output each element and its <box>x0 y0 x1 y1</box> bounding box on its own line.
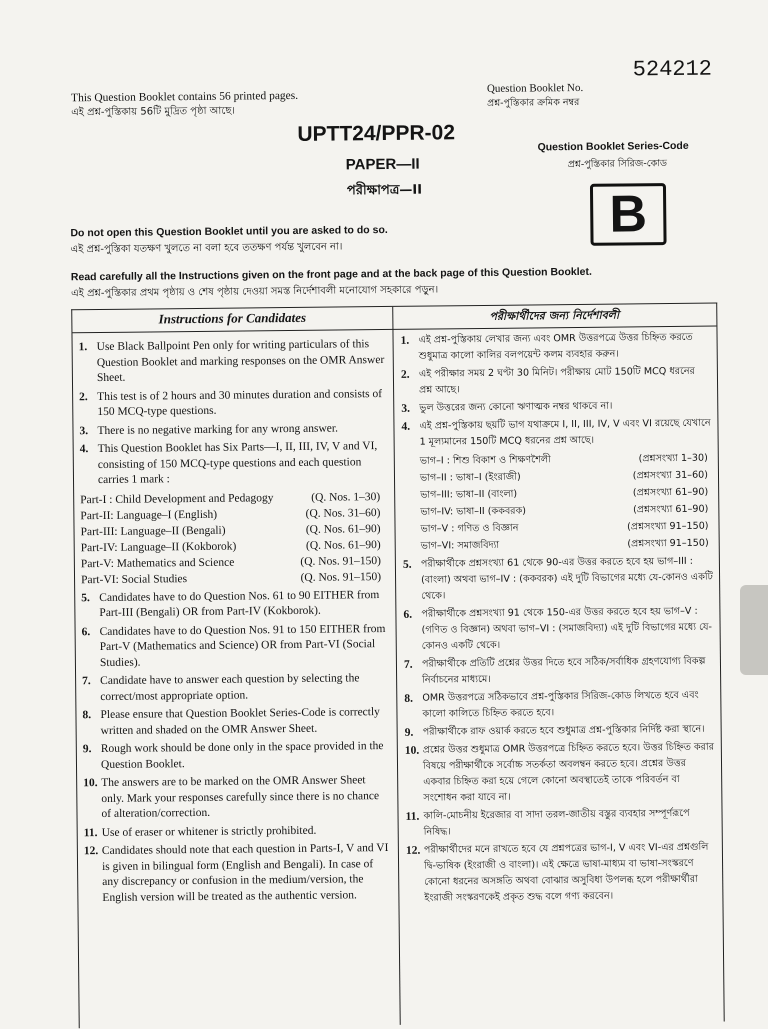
part-label: Part-VI: Social Studies <box>80 572 188 586</box>
series-code-label-en: Question Booklet Series-Code <box>537 139 689 154</box>
parts-list <box>420 450 713 555</box>
booklet-no-label-en: Question Booklet No. <box>486 81 584 95</box>
instruction-item <box>401 416 711 451</box>
instruction-item <box>403 604 713 655</box>
instruction-text: Candidates have to do Question Nos. 61 to 90 EITHER from Part-III (Bengali) OR from Part-IV (Kokborok). <box>99 588 380 620</box>
instruction-text: পরীক্ষার্থীকে প্রশ্নসংখ্যা 61 থেকে 90-এর উত্তর করতে হবে হয় ভাগ–III : (বাংলা) অথবা ভাগ–IV : (ককবরক) এই দুটি বিভাগের মধ্যে যে-কোনও একটি থেকে। <box>420 555 713 602</box>
part-label: ভাগ–V : গণিত ও বিজ্ঞান <box>420 522 519 535</box>
instruction-text: Rough work should be done only in the space provided in the Question Booklet. <box>100 740 384 771</box>
instruction-number: 6. <box>81 625 91 638</box>
instruction-item <box>84 822 390 841</box>
exam-code: UPTT24/PPR-02 <box>297 121 456 146</box>
instruction-text: There is no negative marking for any wrong answer. <box>97 422 339 437</box>
part-range: (প্রশ্নসংখ্যা 91–150) <box>627 537 709 550</box>
instruction-item <box>80 439 386 489</box>
instruction-text: পরীক্ষার্থীকে রাফ ওয়ার্ক করতে হবে শুধুমাত্র প্রশ্ন-পুস্তিকার নির্দিষ্ট করা স্থানে। <box>422 723 705 738</box>
instruction-text: কালি-মোচনীয় ইরেজার বা সাদা তরল-জাতীয় বস্তুর ব্যবহার সম্পূর্ণরূপে নিষিদ্ধ। <box>423 807 690 838</box>
instruction-number: 4. <box>79 443 89 456</box>
instruction-number: 7. <box>82 675 91 688</box>
part-label: Part-II: Language–I (English) <box>80 508 218 522</box>
instruction-number: 10. <box>404 744 420 757</box>
part-range: (প্রশ্নসংখ্যা 91–150) <box>627 520 709 533</box>
instruction-number: 12. <box>83 845 99 858</box>
instruction-text: ভুল উত্তরের জন্য কোনো ঋণাত্মক নম্বর থাকবে না। <box>419 400 613 414</box>
instruction-item <box>81 587 387 621</box>
pages-count-bn: এই প্রশ্ন-পুস্তিকায় 56টি মুদ্রিত পৃষ্ঠা আছে। <box>71 105 236 119</box>
instruction-text: Use Black Ballpoint Pen only for writing particulars of this Question Booklet and marking responses on the OMR Answer Sheet. <box>96 338 385 385</box>
part-label: ভাগ–IV: ভাষা–II (ককবরক) <box>420 505 527 518</box>
instruction-text: পরীক্ষার্থীকে প্রশ্নসংখ্যা 91 থেকে 150-এর উত্তর করতে হবে হয় ভাগ–V : (গণিত ও বিজ্ঞান) অথবা ভাগ–VI : (সমাজবিদ্যা) এই দুটি বিভাগের মধ্যে যে-কোনও একটি থেকে। <box>421 605 713 652</box>
instruction-number: 9. <box>82 743 92 756</box>
instructions-heading-bn: পরীক্ষার্থীদের জন্য নির্দেশাবলী <box>489 308 620 323</box>
part-label: ভাগ–III: ভাষা–II (বাংলা) <box>420 488 518 501</box>
instruction-number: 9. <box>404 726 414 739</box>
paper-title-bn: পরীক্ষাপত্র—II <box>346 182 423 199</box>
instruction-text: This test is of 2 hours and 30 minutes duration and consists of 150 MCQ-type questions. <box>97 387 383 419</box>
instruction-item <box>406 840 717 907</box>
part-row <box>421 535 713 555</box>
part-range: (প্রশ্নসংখ্যা 61–90) <box>632 486 709 499</box>
instruction-number: 7. <box>403 658 413 671</box>
instruction-number: 3. <box>79 424 89 437</box>
booklet-no-label-bn: প্রশ্ন-পুস্তিকার ক্রমিক নম্বর <box>487 96 580 109</box>
instruction-item <box>405 806 715 841</box>
instruction-item <box>79 421 385 440</box>
read-instructions-warning-bn: এই প্রশ্ন-পুস্তিকার প্রথম পৃষ্ঠায় ও শেষ পৃষ্ঠায় দেওয়া সমস্ত নির্দেশাবলী মনোযোগ সহকারে পড়ুন। <box>71 284 439 300</box>
paper-title-en: PAPER—II <box>345 155 420 174</box>
instruction-number: 5. <box>81 591 90 604</box>
instruction-number: 11. <box>83 826 98 839</box>
instruction-number: 3. <box>401 402 410 415</box>
instruction-text: Candidates have to do Question Nos. 91 to 150 EITHER from Part-V (Mathematics and Science) OR from Part-VI (Social Studies). <box>99 622 386 669</box>
column-divider <box>392 307 401 1025</box>
instructions-list-bn <box>400 330 716 909</box>
instructions-table <box>71 303 724 1029</box>
instruction-text: This Question Booklet has Six Parts—I, II, III, IV, V and VI, consisting of 150 MCQ-type questions and each question carries 1 mark : <box>97 440 378 487</box>
instruction-number: 6. <box>403 608 413 621</box>
instruction-text: Candidates should note that each question in Parts-I, V and VI is given in bilingual form (English and Bengali). In case of any discrepancy or confusion in the medium/version, the English version will be treated as the authentic version. <box>101 842 389 904</box>
instruction-text: পরীক্ষার্থীকে প্রতিটি প্রশ্নের উত্তর দিতে হবে সঠিক/সর্বাধিক গ্রহণযোগ্য বিকল্প নির্বাচনের মাধ্যমে। <box>421 655 706 686</box>
pages-count-en: This Question Booklet contains 56 printed pages. <box>70 89 299 105</box>
instruction-text: প্রশ্নের উত্তর শুধুমাত্র OMR উত্তরপত্রে চিহ্নিত করতে হবে। উত্তর চিহ্নিত করার বিষয়ে পরীক্ষার্থীকে সর্বোচ্চ সতর্কতা অবলম্বন করতে হবে। প্রশ্নের উত্তর একবার চিহ্নিত করা হয়ে গেলে কোনো অবস্থাতেই তাকে পরিবর্তন বা সংশোধন করা যাবে না। <box>422 741 715 804</box>
instruction-text: পরীক্ষার্থীদের মনে রাখতে হবে যে প্রশ্নপত্রের ভাগ-I, V এবং VI-এর প্রশ্নগুলি দ্বি-ভাষিক (ইংরাজী ও বাংলা)। এই ক্ষেত্রে ভাষা-মাধ্যম বা ভাষা-সংস্করণে কোনো ধরনের অসঙ্গতি অথবা বোঝার অসুবিধা উপলব্ধ হলে পরীক্ষার্থীরা ইংরাজী সংস্করণকেই প্রকৃত শুদ্ধ বলে গণ্য করবেন। <box>423 841 709 904</box>
instructions-heading-en: Instructions for Candidates <box>158 309 307 327</box>
instruction-number: 8. <box>82 709 92 722</box>
instruction-number: 10. <box>83 777 98 790</box>
part-range: (Q. Nos. 91–150) <box>300 554 381 568</box>
instruction-text: এই প্রশ্ন-পুস্তিকায় ছয়টি ভাগ যথাক্রমে I, II, III, IV, V এবং VI রয়েছে যেখানে 1 মূল্যমানের 150টি MCQ ধরনের প্রশ্ন আছে। <box>419 417 711 448</box>
part-label: Part-III: Language–II (Bengali) <box>80 524 226 538</box>
instruction-number: 8. <box>404 692 414 705</box>
part-label: ভাগ–I : শিশু বিকাশ ও শিক্ষণশৈলী <box>419 454 551 467</box>
instruction-item <box>401 364 711 399</box>
instruction-number: 1. <box>78 341 88 354</box>
part-range: (Q. Nos. 61–90) <box>305 538 381 552</box>
instruction-item <box>84 841 391 906</box>
do-not-open-warning-en: Do not open this Question Booklet until you are asked to do so. <box>70 223 388 240</box>
part-range: (প্রশ্নসংখ্যা 31–60) <box>632 469 709 482</box>
instruction-item <box>79 387 385 421</box>
part-row <box>81 569 387 588</box>
instruction-text: Use of eraser or whitener is strictly prohibited. <box>101 824 317 839</box>
parts-list <box>80 489 387 588</box>
instruction-item <box>401 398 711 417</box>
series-code-label-bn: প্রশ্ন-পুস্তিকার সিরিজ-কোড <box>567 158 668 171</box>
instruction-number: 2. <box>79 390 88 403</box>
part-range: (Q. Nos. 1–30) <box>311 490 381 504</box>
part-label: ভাগ–II : ভাষা–I (ইংরাজী) <box>419 471 521 484</box>
series-code-box: B <box>590 183 667 246</box>
part-label: Part-IV: Language–II (Kokborok) <box>80 540 237 554</box>
instructions-list-en <box>79 337 391 909</box>
page-edge-tab <box>740 585 768 675</box>
instruction-item <box>404 688 714 723</box>
instruction-text: OMR উত্তরপত্রে সঠিকভাবে প্রশ্ন-পুস্তিকার সিরিজ-কোড লিখতে হবে এবং কালো কালিতে চিহ্নিত করতে হবে। <box>422 689 699 720</box>
instruction-item <box>83 773 389 823</box>
part-range: (প্রশ্নসংখ্যা 1–30) <box>638 452 708 465</box>
instruction-item <box>403 554 713 605</box>
instruction-item <box>82 671 388 705</box>
part-range: (Q. Nos. 91–150) <box>300 570 382 584</box>
instruction-item <box>83 739 389 773</box>
instruction-item <box>400 330 710 365</box>
instruction-text: The answers are to be marked on the OMR Answer Sheet only. Mark your responses carefully since there is no chance of alteration/correction. <box>101 774 380 821</box>
instruction-number: 12. <box>405 844 421 857</box>
instruction-item <box>404 654 714 689</box>
instruction-number: 1. <box>400 334 410 347</box>
instruction-number: 5. <box>402 558 412 571</box>
part-label: Part-I : Child Development and Pedagogy <box>80 491 274 506</box>
part-range: (Q. Nos. 31–60) <box>305 506 381 520</box>
instruction-text: এই প্রশ্ন-পুস্তিকায় লেখার জন্য এবং OMR উত্তরপত্রে উত্তর চিহ্নিত করতে শুধুমাত্র কালো কালির বলপয়েন্ট কলম ব্যবহার করুন। <box>418 331 693 362</box>
instruction-text: Candidate have to answer each question by selecting the correct/most appropriate option. <box>100 672 360 703</box>
do-not-open-warning-bn: এই প্রশ্ন-পুস্তিকা যতক্ষণ খুলতে না বলা হবে ততক্ষণ পর্যন্ত খুলবেন না। <box>70 241 343 256</box>
booklet-number: 524212 <box>632 56 713 83</box>
instruction-item <box>79 337 385 387</box>
part-label: Part-V: Mathematics and Science <box>80 556 235 570</box>
part-label: ভাগ–VI: সমাজবিদ্যা <box>420 539 500 552</box>
part-range: (প্রশ্নসংখ্যা 61–90) <box>633 503 709 516</box>
read-instructions-warning-en: Read carefully all the Instructions given on the front page and at the back page of this Question Booklet. <box>70 265 592 284</box>
instruction-item <box>82 705 388 739</box>
instruction-item <box>405 722 715 741</box>
instruction-text: Please ensure that Question Booklet Series-Code is correctly written and shaded on the OMR Answer Sheet. <box>100 706 380 737</box>
part-range: (Q. Nos. 61–90) <box>305 522 381 536</box>
instruction-text: এই পরীক্ষার সময় 2 ঘণ্টা 30 মিনিট। পরীক্ষায় মোট 150টি MCQ ধরনের প্রশ্ন আছে। <box>418 365 695 396</box>
instruction-number: 4. <box>401 420 411 433</box>
instruction-item <box>82 621 388 671</box>
instruction-item <box>405 740 716 807</box>
instruction-number: 11. <box>405 810 420 823</box>
instruction-number: 2. <box>400 368 410 381</box>
